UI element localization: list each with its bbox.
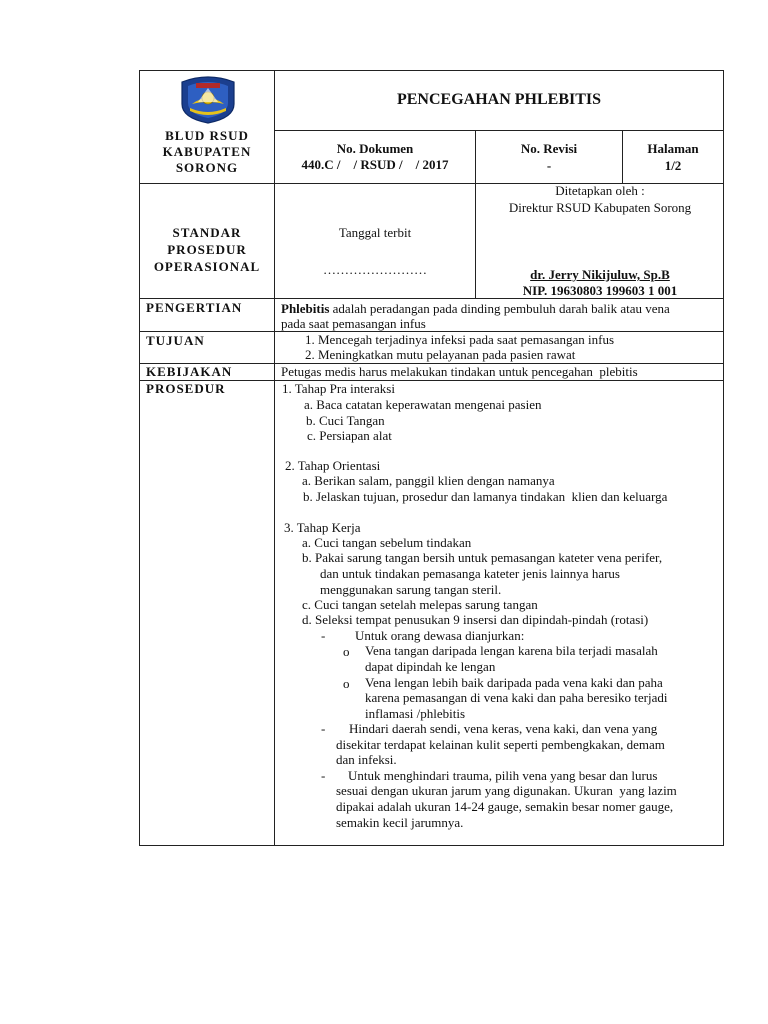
pengertian-label: PENGERTIAN xyxy=(146,300,243,315)
dash-bullet-2: - xyxy=(321,721,326,736)
prosedur-label: PROSEDUR xyxy=(146,381,226,396)
step-3-d: d. Seleksi tempat penusukan 9 insersi dan dipindah-pindah (rotasi) xyxy=(302,612,649,627)
dash-text-3-line-4: semakin kecil jarumnya. xyxy=(336,815,464,830)
pengertian-line-2: pada saat pemasangan infus xyxy=(281,316,426,331)
kebijakan-label: KEBIJAKAN xyxy=(146,364,233,379)
sop-label-line-1: STANDAR xyxy=(172,225,242,240)
sop-label-line-2: PROSEDUR xyxy=(167,242,247,257)
step-3-b-line-3: menggunakan sarung tangan steril. xyxy=(320,582,502,597)
doc-number-label: No. Dokumen xyxy=(336,141,414,156)
page-label: Halaman xyxy=(647,141,699,156)
step-1-b: b. Cuci Tangan xyxy=(306,413,385,428)
circle-text-1-line-1: Vena tangan daripada lengan karena bila terjadi masalah xyxy=(365,643,658,658)
circle-text-2-line-3: inflamasi /phlebitis xyxy=(365,706,466,721)
tujuan-item-2: 2. Meningkatkan mutu pelayanan pada pasien rawat xyxy=(305,347,576,362)
circle-bullet-2: o xyxy=(343,676,350,691)
dash-text-1: Untuk orang dewasa dianjurkan: xyxy=(355,628,525,643)
director-title: Direktur RSUD Kabupaten Sorong xyxy=(508,200,692,215)
step-3-title: 3. Tahap Kerja xyxy=(284,520,361,535)
signer-name: dr. Jerry Nikijuluw, Sp.B xyxy=(530,267,670,282)
doc-number-value: 440.C / / RSUD / / 2017 xyxy=(301,157,449,172)
established-by: Ditetapkan oleh : xyxy=(555,183,645,198)
pengertian-line-1 xyxy=(281,301,670,316)
revision-label: No. Revisi xyxy=(520,141,578,156)
page-title: PENCEGAHAN PHLEBITIS xyxy=(396,91,602,108)
step-3-b-line-2: dan untuk tindakan pemasanga kateter jenis lainnya harus xyxy=(320,566,620,581)
institution-line-1: BLUD RSUD xyxy=(165,128,249,143)
step-1-a: a. Baca catatan keperawatan mengenai pasien xyxy=(304,397,542,412)
publish-date-label: Tanggal terbit xyxy=(338,225,412,240)
step-3-b-line-1: b. Pakai sarung tangan bersih untuk pemasangan kateter vena perifer, xyxy=(302,550,663,565)
dash-bullet-3: - xyxy=(321,768,326,783)
revisi-cell xyxy=(475,130,623,184)
circle-bullet-1: o xyxy=(343,644,350,659)
pengertian-definition: adalah peradangan pada dinding pembuluh darah balik atau vena xyxy=(329,301,670,316)
kebijakan-text: Petugas medis harus melakukan tindakan untuk pencegahan plebitis xyxy=(281,364,638,379)
revision-value: - xyxy=(546,158,552,173)
circle-text-2-line-1: Vena lengan lebih baik daripada pada vena kaki dan paha xyxy=(365,675,663,690)
institution-line-3: SORONG xyxy=(175,160,239,175)
institution-line-2: KABUPATEN xyxy=(162,144,252,159)
publish-date-value: …………………… xyxy=(323,262,427,277)
step-3-c: c. Cuci tangan setelah melepas sarung tangan xyxy=(302,597,538,612)
page-value: 1/2 xyxy=(664,158,682,173)
step-2-a: a. Berikan salam, panggil klien dengan namanya xyxy=(302,473,555,488)
dash-text-2-line-1: Hindari daerah sendi, vena keras, vena kaki, dan vena yang xyxy=(349,721,658,736)
circle-text-2-line-2: karena pemasangan di vena kaki dan paha beresiko terjadi xyxy=(365,690,668,705)
step-2-title: 2. Tahap Orientasi xyxy=(285,458,381,473)
circle-text-1-line-2: dapat dipindah ke lengan xyxy=(365,659,496,674)
pengertian-term: Phlebitis xyxy=(281,301,330,316)
tujuan-label: TUJUAN xyxy=(146,333,205,348)
step-2-b: b. Jelaskan tujuan, prosedur dan lamanya tindakan klien dan keluarga xyxy=(303,489,668,504)
dash-text-3-line-3: dipakai adalah ukuran 14-24 gauge, semakin besar nomer gauge, xyxy=(336,799,674,814)
dash-bullet-1: - xyxy=(321,628,326,643)
step-3-a: a. Cuci tangan sebelum tindakan xyxy=(302,535,472,550)
step-1-c: c. Persiapan alat xyxy=(307,428,392,443)
signer-nip: NIP. 19630803 199603 1 001 xyxy=(522,283,678,298)
kabupaten-sorong-emblem-icon xyxy=(176,74,240,124)
tujuan-item-1: 1. Mencegah terjadinya infeksi pada saat pemasangan infus xyxy=(305,332,614,347)
sop-label-line-3: OPERASIONAL xyxy=(153,259,261,274)
tanggal-cell xyxy=(274,183,476,299)
dash-text-3-line-2: sesuai dengan ukuran jarum yang digunakan. Ukuran yang lazim xyxy=(336,783,677,798)
dash-text-3-line-1: Untuk menghindari trauma, pilih vena yang besar dan lurus xyxy=(348,768,658,783)
dash-text-2-line-2: disekitar terdapat kelainan kulit seperti pembengkakan, demam xyxy=(336,737,665,752)
dash-text-2-line-3: dan infeksi. xyxy=(336,752,397,767)
step-1-title: 1. Tahap Pra interaksi xyxy=(282,381,395,396)
